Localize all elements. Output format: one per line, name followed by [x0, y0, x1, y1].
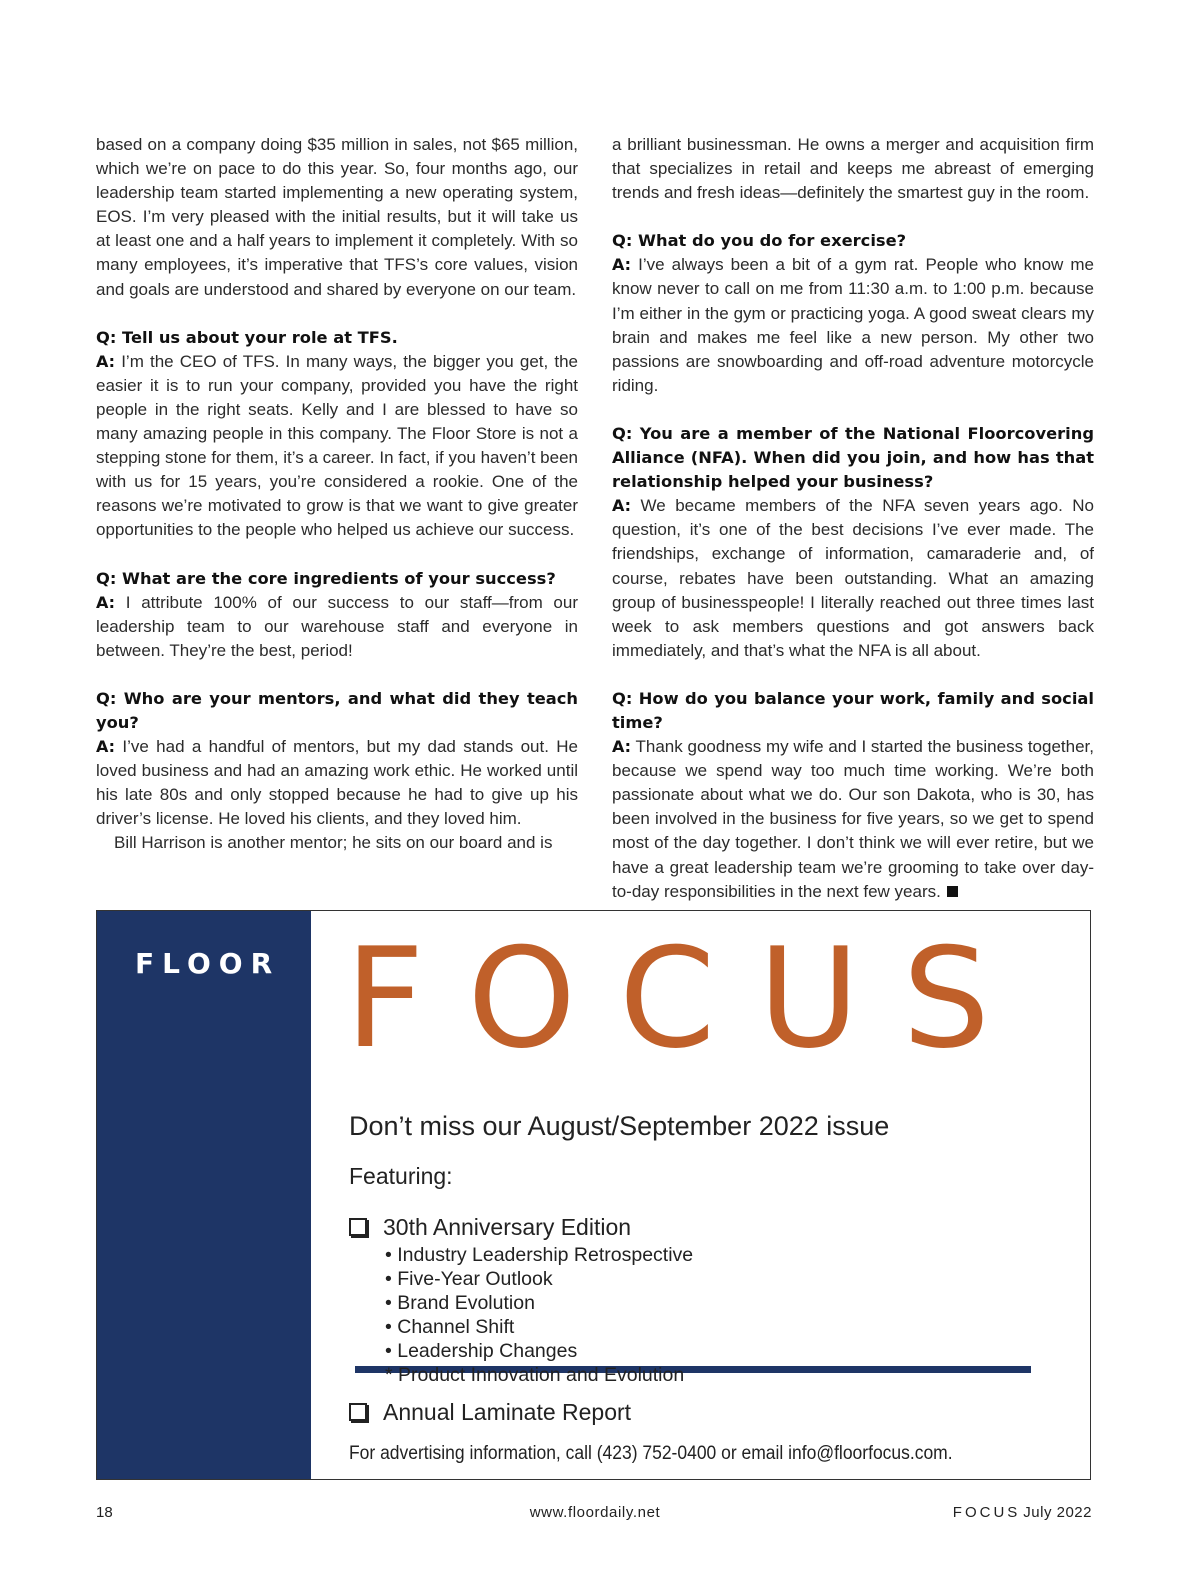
answer-label: A:: [612, 255, 632, 275]
page-number: 18: [96, 1504, 113, 1521]
answer-text: I attribute 100% of our success to our staff—from our leadership team to our warehouse staff and everyone in between. They’re the best, period!: [96, 592, 578, 660]
ad-subitem: • Brand Evolution: [385, 1292, 535, 1314]
article-left-column: [96, 133, 578, 856]
ad-feature-label: 30th Anniversary Edition: [383, 1214, 632, 1240]
end-of-article-mark: [947, 886, 958, 897]
footer-issue: [953, 1504, 1092, 1521]
ad-subitem: • Channel Shift: [385, 1316, 515, 1338]
answer-text: Thank goodness my wife and I started the business together, because we spend way too much time working. We’re both passionate about what we do. Our son Dakota, who is 30, has been involved in the business for five years, so we get to spend most of the day together. I don’t think we will ever retire, but we have a great leadership team we’re grooming to take over day-to-day responsibilities in the next few years.: [612, 737, 1094, 901]
question-heading: Q: What do you do for exercise?: [612, 231, 907, 251]
ad-focus-wordmark: FOCUS: [345, 918, 1033, 1079]
answer-paragraph: [612, 253, 1094, 398]
ad-subitem: • Leadership Changes: [385, 1340, 578, 1362]
ad-feature-item: [349, 1214, 631, 1241]
answer-paragraph: [96, 350, 578, 543]
answer-label: A:: [96, 592, 116, 612]
answer-label: A:: [96, 737, 116, 757]
question-heading: Q: What are the core ingredients of your success?: [96, 568, 556, 588]
answer-text: I’ve always been a bit of a gym rat. People who know me know never to call on me from 11:30 a.m. to 1:00 p.m. because I’m either in the gym or practicing yoga. A good sweat clears my brain and makes me feel like a new person. My other two passions are snowboarding and off-road adventure motorcycle riding.: [612, 255, 1094, 395]
answer-text: We became members of the NFA seven years ago. No question, it’s one of the best decisions I’ve ever made. The friendships, exchange of information, camaraderie and, of course, rebates have been outstanding. What an amazing group of businesspeople! I literally reached out three times last week to ask members questions and got answers back immediately, and that’s what the NFA is all about.: [612, 496, 1094, 660]
ad-issue-headline: Don’t miss our August/September 2022 issue: [349, 1111, 890, 1141]
ad-subitem: • Five-Year Outlook: [385, 1268, 553, 1290]
article-paragraph: based on a company doing $35 million in sales, not $65 million, which we’re on pace to do this year. So, four months ago, our leadership team started implementing a new operating system, EOS. I’m very pleased with the initial results, but it will take us at least one and a half years to implement it completely. With so many employees, it’s imperative that TFS’s core values, vision and goals are understood and shared by everyone on our team.: [96, 135, 578, 299]
question-heading: Q: How do you balance your work, family and social time?: [612, 688, 1094, 732]
ad-feature-label: Annual Laminate Report: [383, 1399, 632, 1425]
answer-paragraph: [96, 735, 578, 831]
question-heading: Q: Tell us about your role at TFS.: [96, 327, 398, 347]
answer-paragraph: [96, 591, 578, 663]
answer-label: A:: [612, 737, 632, 757]
answer-paragraph: [612, 735, 1094, 904]
answer-paragraph-continued: Bill Harrison is another mentor; he sits on our board and is: [114, 833, 553, 853]
footer-url: www.floordaily.net: [529, 1504, 661, 1521]
footer-focus: FOCUS: [952, 1504, 1021, 1521]
answer-paragraph: [612, 494, 1094, 663]
ad-subitem: * Product Innovation and Evolution: [385, 1364, 685, 1386]
answer-label: A:: [612, 496, 632, 516]
article-paragraph: a brilliant businessman. He owns a merger and acquisition firm that specializes in retail and keeps me abreast of emerging trends and fresh ideas—definitely the smartest guy in the room.: [612, 135, 1094, 203]
checkbox-icon: [349, 1403, 367, 1421]
ad-sidebar: [97, 911, 311, 1479]
ad-floor-wordmark: FLOOR: [135, 947, 281, 980]
answer-label: A:: [96, 351, 116, 371]
article-right-column: [612, 133, 1094, 904]
ad-subitem: • Industry Leadership Retrospective: [385, 1244, 694, 1266]
question-heading: Q: You are a member of the National Floorcovering Alliance (NFA). When did you join, and how has that relationship helped your business?: [612, 423, 1094, 492]
ad-contact-line: For advertising information, call (423) 752-0400 or email info@floorfocus.com.: [349, 1443, 953, 1464]
answer-text: I’ve had a handful of mentors, but my dad stands out. He loved business and had an amazing work ethic. He worked until his late 80s and only stopped because he had to give up his driver’s license. He loved his clients, and they loved him.: [96, 737, 578, 829]
ad-feature-item: [349, 1399, 631, 1426]
checkbox-icon: [349, 1218, 367, 1236]
footer-date: July 2022: [1023, 1504, 1092, 1521]
floor-focus-advertisement: [96, 910, 1091, 1480]
answer-text: I’m the CEO of TFS. In many ways, the bigger you get, the easier it is to run your company, provided you have the right people in the right seats. Kelly and I are blessed to have so many amazing people in this company. The Floor Store is not a stepping stone for them, it’s a career. In fact, if you haven’t been with us for 15 years, you’re considered a rookie. One of the reasons we’re motivated to grow is that we want to give greater opportunities to the people who helped us achieve our success.: [96, 351, 578, 540]
question-heading: Q: Who are your mentors, and what did they teach you?: [96, 688, 578, 732]
ad-featuring-label: Featuring:: [349, 1163, 453, 1189]
